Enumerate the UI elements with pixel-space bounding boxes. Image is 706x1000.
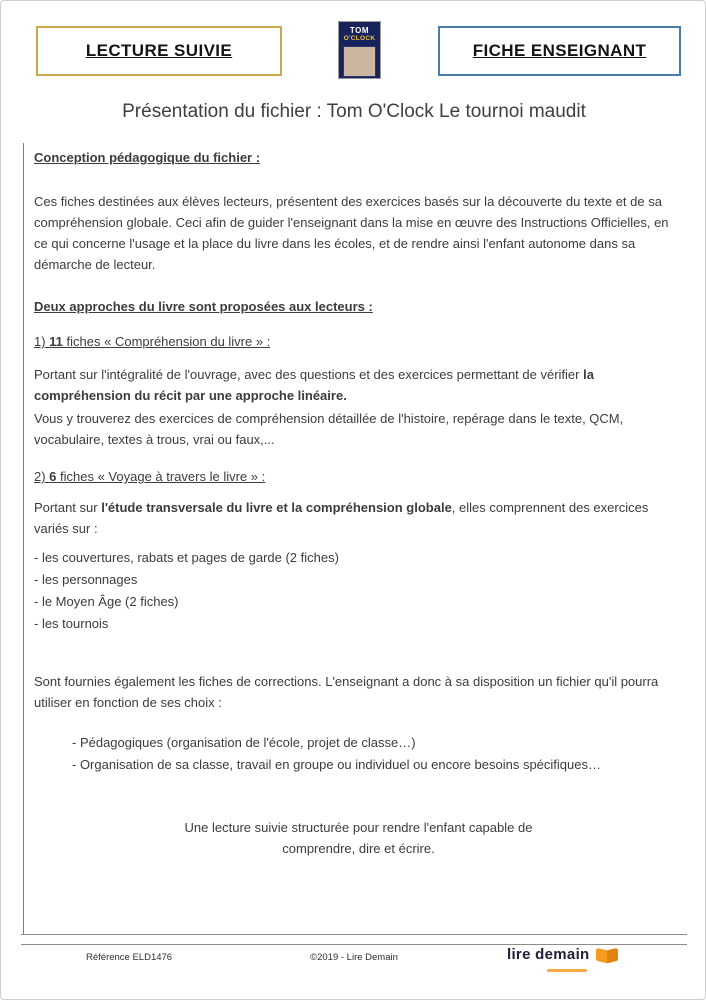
- approach-1-heading-text: [34, 334, 270, 349]
- list-item: - Pédagogiques (organisation de l'école, projet de classe…): [72, 735, 416, 750]
- approach-1-heading: [34, 331, 683, 352]
- document-body: [23, 143, 685, 934]
- paragraph-approach-2-regular-a: Portant sur: [34, 500, 102, 515]
- list-item: - le Moyen Âge (2 fiches): [34, 594, 179, 609]
- lecture-suivie-label: LECTURE SUIVIE: [85, 41, 233, 60]
- paragraph-conception: Ces fiches destinées aux élèves lecteurs, présentent des exercices basés sur la découverte du texte et de sa compréhension globale. Ceci afin de guider l'enseignant dans la mise en œuvre des Instructions Officielles, en ce qui concerne l'usage et la place du livre dans les écoles, et de rendre ainsi l'enfant autonome dans sa démarche de lecteur.: [34, 194, 669, 272]
- lire-demain-logo-text: lire demain: [507, 946, 590, 963]
- paragraph-approach-1-bold: la compréhension du récit par une approche linéaire.: [34, 367, 594, 403]
- list-item: - Organisation de sa classe, travail en groupe ou individuel ou encore besoins spécifiques…: [72, 757, 601, 772]
- topics-list: [34, 547, 683, 635]
- open-book-icon: [595, 947, 619, 963]
- page-title: Présentation du fichier : Tom O'Clock Le tournoi maudit: [122, 101, 586, 122]
- paragraph-approach-2: [34, 497, 683, 539]
- logo-accent-mark: [547, 969, 587, 972]
- approach-2-heading: [34, 466, 683, 487]
- closing-statement: [34, 817, 683, 859]
- footer-copyright: ©2019 - Lire Demain: [310, 952, 398, 963]
- approach-2-count: 6: [49, 469, 57, 484]
- cover-illustration: [343, 46, 376, 77]
- approach-1-rest: fiches « Compréhension du livre » :: [62, 334, 271, 349]
- paragraph-approach-1-regular: Portant sur l'intégralité de l'ouvrage, avec des questions et des exercices permettant de vérifier: [34, 367, 584, 382]
- choices-list: [34, 732, 683, 776]
- approach-1-count: 11: [49, 334, 63, 349]
- footer-divider-top: [21, 934, 687, 935]
- fiche-enseignant-label: FICHE ENSEIGNANT: [472, 41, 647, 60]
- book-cover-thumbnail: [338, 21, 381, 79]
- approach-2-rest: fiches « Voyage à travers le livre » :: [56, 469, 266, 484]
- paragraph-approach-1: [34, 364, 683, 406]
- cover-title-line1: TOM: [349, 26, 370, 35]
- section-heading-approches: Deux approches du livre sont proposées aux lecteurs :: [34, 299, 373, 314]
- fiche-enseignant-box: [438, 26, 681, 76]
- list-item: - les couvertures, rabats et pages de garde (2 fiches): [34, 550, 339, 565]
- approach-2-heading-text: [34, 469, 265, 484]
- section-heading-conception: Conception pédagogique du fichier :: [34, 150, 261, 165]
- approach-1-prefix: 1): [34, 334, 50, 349]
- closing-line-2: comprendre, dire et écrire.: [282, 841, 435, 856]
- list-item: - les personnages: [34, 572, 138, 587]
- lire-demain-logo: [507, 946, 619, 963]
- paragraph-exercices: Vous y trouverez des exercices de compréhension détaillée de l'histoire, repérage dans le texte, QCM, vocabulaire, textes à trous, vrai ou faux,...: [34, 411, 624, 447]
- cover-title-line2: O'CLOCK: [343, 35, 376, 42]
- paragraph-corrections: Sont fournies également les fiches de corrections. L'enseignant a donc à sa disposition un fichier qu'il pourra utiliser en fonction de ses choix :: [34, 674, 659, 710]
- paragraph-approach-2-regular-b: , elles comprennent des exercices variés sur :: [34, 500, 649, 536]
- footer-reference: Référence ELD1476: [86, 952, 173, 963]
- closing-line-1: Une lecture suivie structurée pour rendre l'enfant capable de: [184, 820, 533, 835]
- footer-divider-bottom: [21, 944, 687, 945]
- approach-2-prefix: 2): [34, 469, 50, 484]
- list-item: - les tournois: [34, 616, 109, 631]
- paragraph-approach-2-bold: l'étude transversale du livre et la compréhension globale: [101, 500, 452, 515]
- lecture-suivie-box: [36, 26, 282, 76]
